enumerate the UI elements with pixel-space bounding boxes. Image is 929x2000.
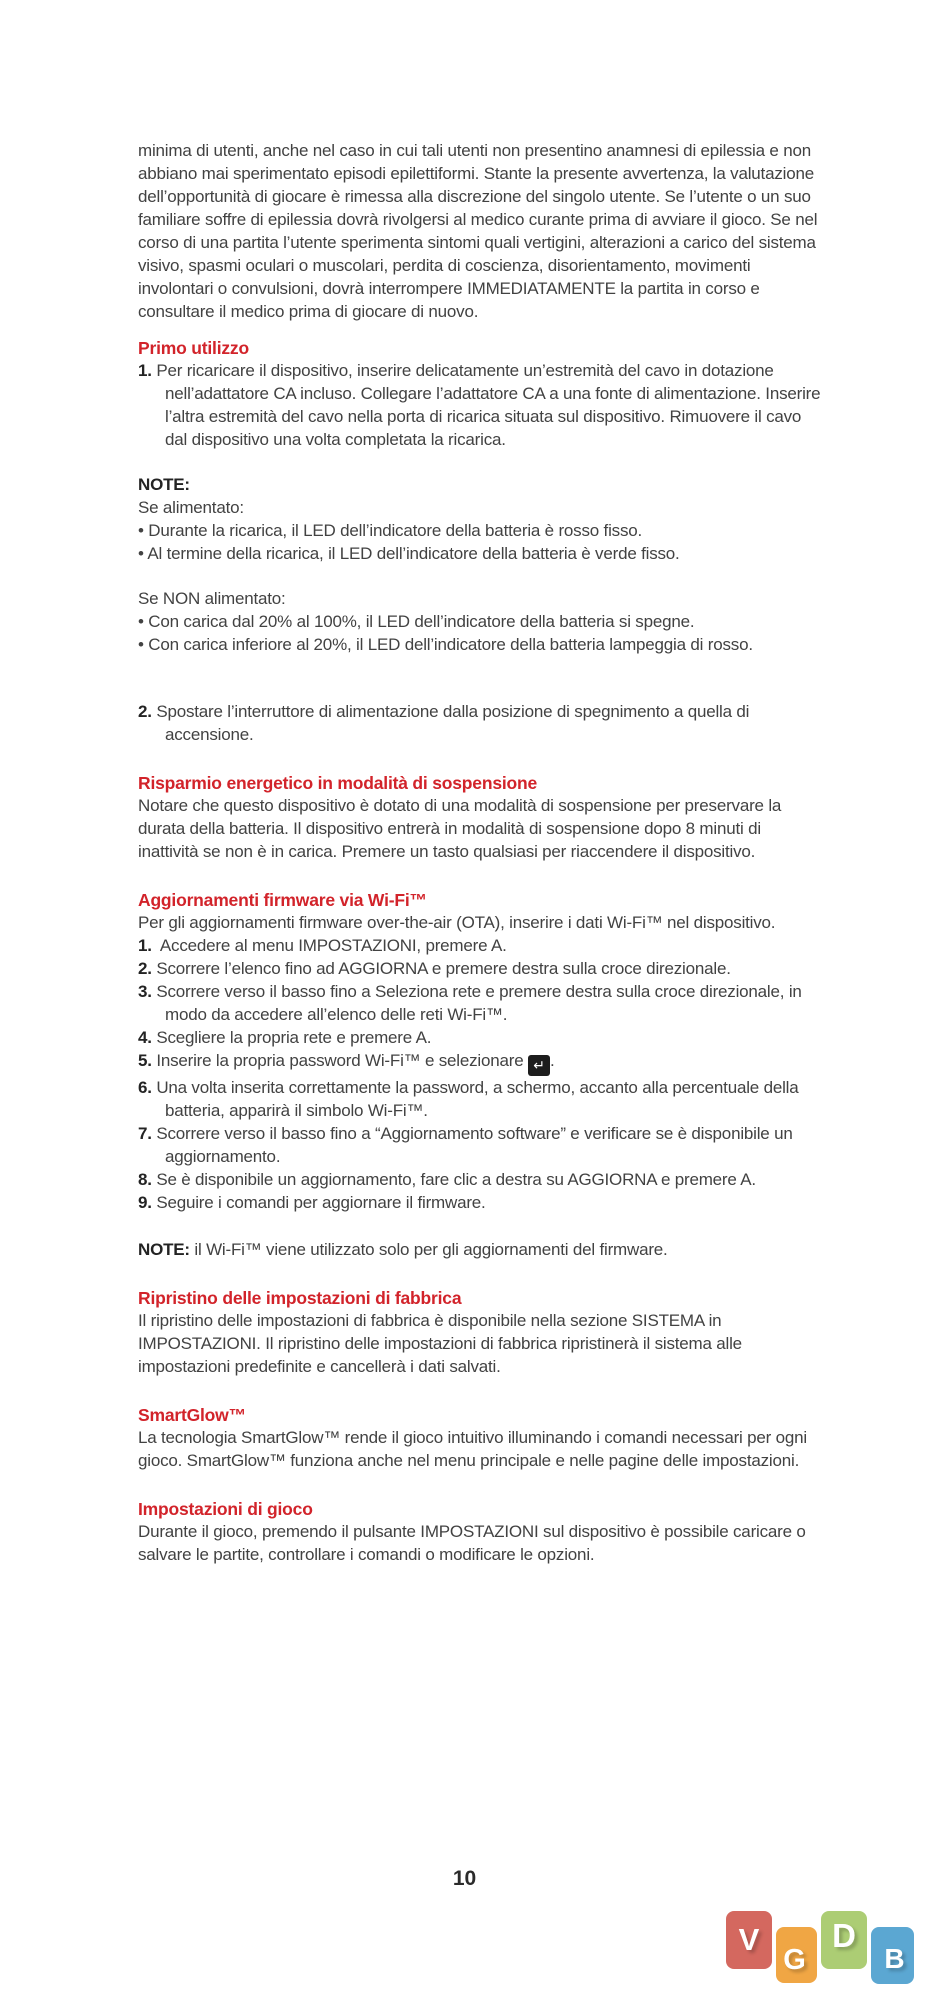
unpowered-label: Se NON alimentato: (138, 589, 286, 608)
factory-reset-paragraph: Il ripristino delle impostazioni di fabbrica è disponibile nella sezione SISTEMA in IMPOSTAZIONI. Il ripristino delle impostazioni di fabbrica ripristinerà il sistema alle impostazioni predefinite e cancellerà i dati salvati. (138, 1311, 742, 1376)
page-number: 10 (452, 1867, 477, 1890)
section-heading-first-use: Primo utilizzo (138, 338, 249, 358)
item-number: 4. (138, 1028, 152, 1047)
item-text: Scorrere l’elenco fino ad AGGIORNA e premere destra sulla croce direzionale. (156, 959, 731, 978)
game-settings-paragraph: Durante il gioco, premendo il pulsante IMPOSTAZIONI sul dispositivo è possibile caricare o salvare le partite, controllare i comandi o modificare le opzioni. (138, 1522, 806, 1564)
item-text: Se è disponibile un aggiornamento, fare clic a destra su AGGIORNA e premere A. (156, 1170, 756, 1189)
item-text: Seguire i comandi per aggiornare il firmware. (156, 1193, 486, 1212)
item-number: 3. (138, 982, 152, 1001)
item-text: Spostare l’interruttore di alimentazione dalla posizione di spegnimento a quella di accensione. (156, 702, 750, 744)
logo-tile-v (726, 1911, 772, 1969)
item-number: 6. (138, 1078, 152, 1097)
numbered-item (138, 957, 822, 980)
numbered-item (138, 1191, 822, 1214)
numbered-item (138, 1026, 822, 1049)
logo-tile-d (821, 1911, 867, 1969)
item-number: 7. (138, 1124, 152, 1143)
bullet-item: • Durante la ricarica, il LED dell’indicatore della batteria è rosso fisso. (138, 519, 822, 542)
item-text: Scorrere verso il basso fino a “Aggiornamento software” e verificare se è disponibile un aggiornamento. (156, 1124, 793, 1166)
item-number: 2. (138, 959, 152, 978)
section-heading-factory-reset: Ripristino delle impostazioni di fabbrica (138, 1288, 462, 1308)
enter-key-icon: ↵ (528, 1055, 550, 1076)
logo-letter: V (738, 1922, 760, 1957)
section-heading-firmware: Aggiornamenti firmware via Wi-Fi™ (138, 890, 427, 910)
section-heading-smartglow: SmartGlow™ (138, 1405, 246, 1425)
page-content (138, 139, 822, 1566)
firmware-intro: Per gli aggiornamenti firmware over-the-air (OTA), inserire i dati Wi-Fi™ nel dispositivo. (138, 913, 776, 932)
logo-letter: G (783, 1943, 806, 1976)
item-number: 9. (138, 1193, 152, 1212)
numbered-item (138, 359, 822, 451)
item-number: 1. (138, 936, 152, 955)
note-text: il Wi-Fi™ viene utilizzato solo per gli aggiornamenti del firmware. (189, 1240, 668, 1259)
item-text: . (550, 1051, 555, 1070)
item-number: 8. (138, 1170, 152, 1189)
firmware-note (138, 1238, 822, 1261)
item-text: Accedere al menu IMPOSTAZIONI, premere A. (159, 936, 507, 955)
bullet-item: • Con carica dal 20% al 100%, il LED dell’indicatore della batteria si spegne. (138, 610, 822, 633)
note-label: NOTE: (138, 1240, 190, 1259)
bullet-item: • Al termine della ricarica, il LED dell’indicatore della batteria è verde fisso. (138, 542, 822, 565)
section-heading-sleep-mode: Risparmio energetico in modalità di sospensione (138, 773, 538, 793)
item-number: 1. (138, 361, 152, 380)
logo-letter: B (884, 1942, 905, 1974)
item-text: Inserire la propria password Wi-Fi™ e selezionare (156, 1051, 529, 1070)
sleep-paragraph: Notare che questo dispositivo è dotato di una modalità di sospensione per preservare la durata della batteria. Il dispositivo entrerà in modalità di sospensione dopo 8 minuti di inattività se non è in carica. Premere un tasto qualsiasi per riaccendere il dispositivo. (138, 796, 782, 861)
item-text: Scorrere verso il basso fino a Seleziona rete e premere destra sulla croce direzionale, in modo da accedere all’elenco delle reti Wi-Fi™. (156, 982, 802, 1024)
numbered-item (138, 1049, 822, 1076)
item-text: Una volta inserita correttamente la password, a schermo, accanto alla percentuale della batteria, apparirà il simbolo Wi-Fi™. (156, 1078, 799, 1120)
numbered-item (138, 1076, 822, 1122)
item-number: 2. (138, 702, 152, 721)
smartglow-paragraph: La tecnologia SmartGlow™ rende il gioco intuitivo illuminando i comandi necessari per ogni gioco. SmartGlow™ funziona anche nel menu principale e nelle pagine delle impostazioni. (138, 1428, 807, 1470)
item-text: Per ricaricare il dispositivo, inserire delicatamente un’estremità del cavo in dotazione nell’adattatore CA incluso. Collegare l’adattatore CA a una fonte di alimentazione. Inserire l’altra estremità del cavo nella porta di ricarica situata sul dispositivo. Rimuovere il cavo dal dispositivo una volta completata la ricarica. (156, 361, 821, 449)
item-number: 5. (138, 1051, 152, 1070)
numbered-item (138, 980, 822, 1026)
item-text: Scegliere la propria rete e premere A. (156, 1028, 432, 1047)
vgdb-logo (722, 1911, 914, 1984)
logo-tile-b (871, 1927, 914, 1984)
numbered-item (138, 934, 822, 957)
bullet-item: • Con carica inferiore al 20%, il LED dell’indicatore della batteria lampeggia di rosso. (138, 633, 822, 656)
numbered-item (138, 1168, 822, 1191)
powered-label: Se alimentato: (138, 498, 244, 517)
logo-tile-g (776, 1927, 817, 1983)
numbered-item (138, 1122, 822, 1168)
intro-paragraph: minima di utenti, anche nel caso in cui tali utenti non presentino anamnesi di epilessia e non abbiano mai sperimentato episodi epilettiformi. Stante la presente avvertenza, la valutazione dell’opportunità di giocare è rimessa alla discrezione del singolo utente. Se l’utente o un suo familiare soffre di epilessia dovrà rivolgersi al medico curante prima di avviare il gioco. Se nel corso di una partita l’utente sperimenta sintomi quali vertigini, alterazioni a carico del sistema visivo, spasmi oculari o muscolari, perdita di coscienza, disorientamento, movimenti involontari o convulsioni, dovrà interrompere IMMEDIATAMENTE la partita in corso e consultare il medico prima di giocare di nuovo. (138, 141, 818, 321)
numbered-item (138, 700, 822, 746)
note-label: NOTE: (138, 475, 190, 494)
section-heading-game-settings: Impostazioni di gioco (138, 1499, 313, 1519)
logo-letter: D (832, 1917, 856, 1954)
